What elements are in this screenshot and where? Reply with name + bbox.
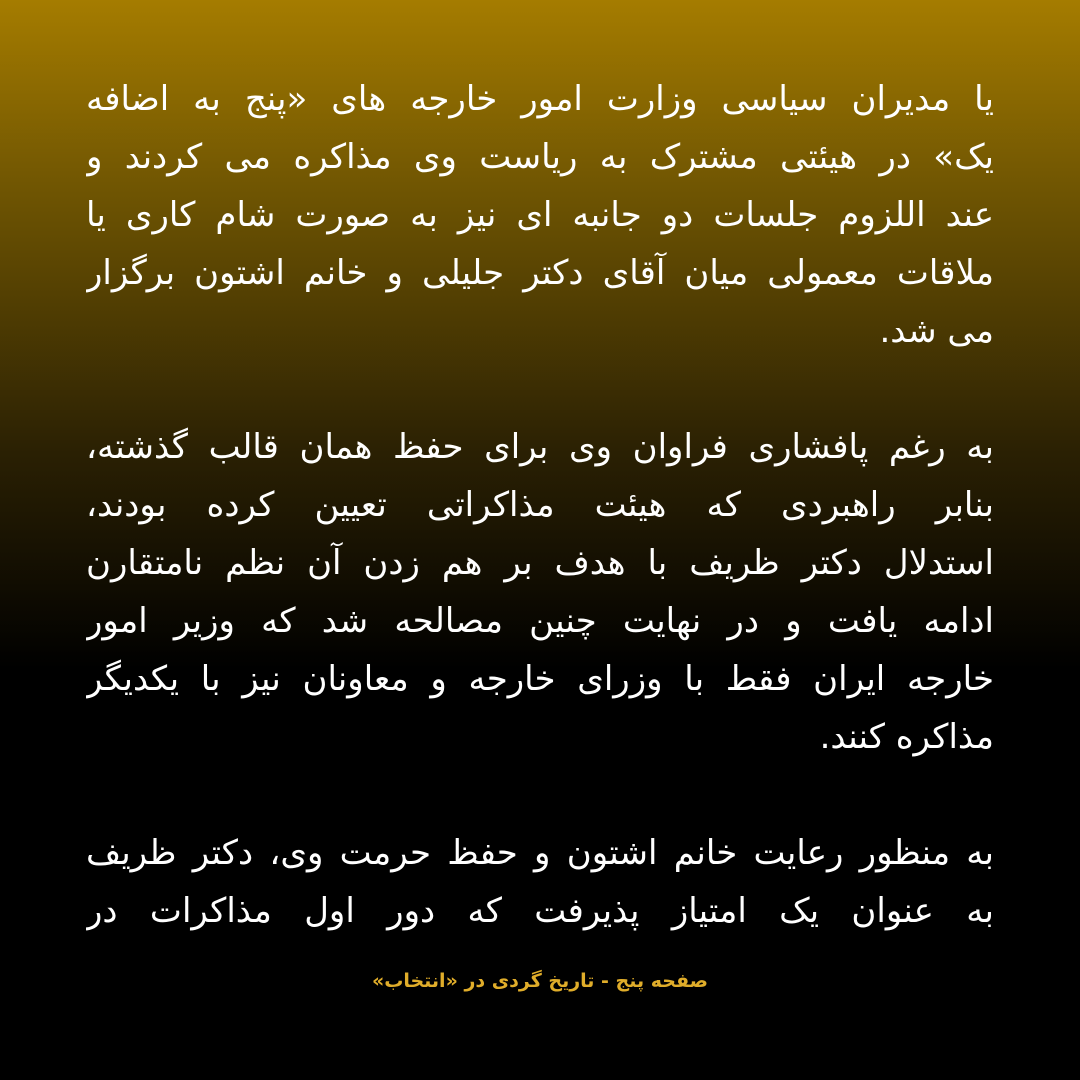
text-line: عند اللزوم جلسات دو جانبه ای نیز به صورت شام کاری یا <box>86 195 994 235</box>
text-line: خارجه ایران فقط با وزرای خارجه و معاونان نیز با یکدیگر <box>86 659 994 699</box>
text-line: بنابر راهبردی که هیئت مذاکراتی تعیین کرده بودند، <box>86 485 994 525</box>
text-line: به منظور رعایت خانم اشتون و حفظ حرمت وی، دکتر ظریف <box>86 833 994 873</box>
paragraph-3 <box>86 824 994 940</box>
paragraph-1 <box>86 70 994 360</box>
text-line: ملاقات معمولی میان آقای دکتر جلیلی و خانم اشتون برگزار <box>86 253 994 293</box>
text-line: یا مدیران سیاسی وزارت امور خارجه های «پنج به اضافه <box>86 79 994 119</box>
paragraph-2 <box>86 418 994 766</box>
text-line: ادامه یافت و در نهایت چنین مصالحه شد که وزیر امور <box>86 601 994 641</box>
text-line: یک» در هیئتی مشترک به ریاست وی مذاکره می کردند و <box>86 137 994 177</box>
page-footer-caption: صفحه پنج - تاریخ گردی در «انتخاب» <box>371 970 709 992</box>
text-line: به عنوان یک امتیاز پذیرفت که دور اول مذاکرات در <box>86 891 994 931</box>
article-body <box>86 70 994 998</box>
text-line: استدلال دکتر ظریف با هدف بر هم زدن آن نظم نامتقارن <box>86 543 994 583</box>
text-line: به رغم پافشاری فراوان وی برای حفظ همان قالب گذشته، <box>86 427 994 467</box>
text-line: می شد. <box>879 311 994 351</box>
text-line: مذاکره کنند. <box>819 717 994 757</box>
